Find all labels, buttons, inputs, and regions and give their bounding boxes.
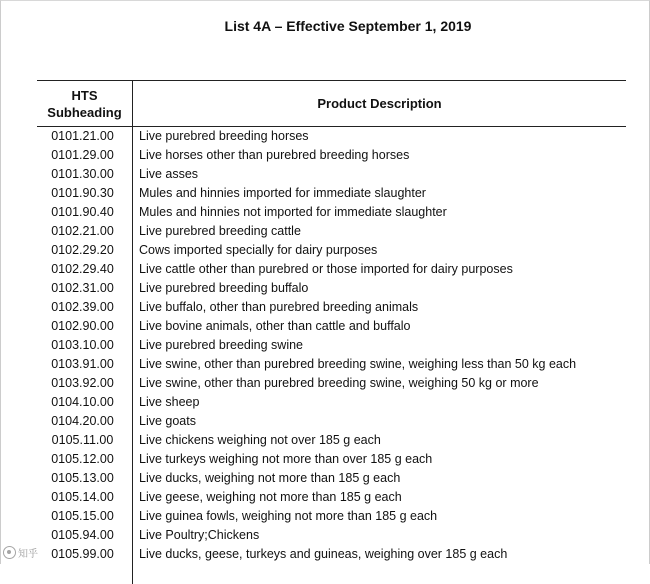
table-row: [37, 374, 626, 393]
product-description-cell: Live buffalo, other than purebred breeding animals: [139, 300, 419, 314]
table-body: [37, 127, 626, 564]
table-row: [37, 260, 626, 279]
hts-code-cell: 0105.14.00: [51, 490, 114, 504]
product-description-cell: Live bovine animals, other than cattle and buffalo: [139, 319, 411, 333]
product-description-cell: Live horses other than purebred breeding horses: [139, 148, 410, 162]
product-description-cell: Cows imported specially for dairy purposes: [139, 243, 378, 257]
table-row: [37, 431, 626, 450]
table-row: [37, 165, 626, 184]
table-row: [37, 526, 626, 545]
table-row: [37, 127, 626, 146]
hts-code-cell: 0102.90.00: [51, 319, 114, 333]
product-description-cell: Live asses: [139, 167, 199, 181]
table-row: [37, 241, 626, 260]
table-row: [37, 222, 626, 241]
watermark-logo-icon: [3, 546, 16, 559]
table-row: [37, 488, 626, 507]
table-row: [37, 146, 626, 165]
hts-code-cell: 0101.21.00: [51, 129, 114, 143]
product-description-cell: Live chickens weighing not over 185 g each: [139, 433, 381, 447]
product-description-cell: Live purebred breeding horses: [139, 129, 309, 143]
table-row: [37, 279, 626, 298]
hts-code-cell: 0105.12.00: [51, 452, 114, 466]
hts-code-cell: 0102.29.40: [51, 262, 114, 276]
product-description-cell: Live geese, weighing not more than 185 g each: [139, 490, 402, 504]
column-header-hts-line2: Subheading: [47, 104, 122, 120]
table-row: [37, 545, 626, 564]
table-header: [37, 80, 626, 127]
table-row: [37, 450, 626, 469]
table-row: [37, 355, 626, 374]
column-header-hts-subheading: [37, 81, 133, 126]
table-row: [37, 203, 626, 222]
product-description-cell: Live ducks, geese, turkeys and guineas, weighing over 185 g each: [139, 547, 508, 561]
watermark-text: 知乎: [18, 549, 38, 560]
product-description-cell: Live swine, other than purebred breeding swine, weighing less than 50 kg each: [139, 357, 577, 371]
product-description-cell: Mules and hinnies imported for immediate slaughter: [139, 186, 426, 200]
hts-code-cell: 0103.92.00: [51, 376, 114, 390]
table-row: [37, 317, 626, 336]
table-row: [37, 469, 626, 488]
hts-code-cell: 0105.99.00: [51, 547, 114, 561]
table-row: [37, 507, 626, 526]
hts-code-cell: 0101.90.40: [51, 205, 114, 219]
hts-table: [37, 80, 626, 564]
product-description-cell: Live ducks, weighing not more than 185 g each: [139, 471, 401, 485]
column-header-hts-line1: HTS: [71, 87, 98, 103]
hts-code-cell: 0105.15.00: [51, 509, 114, 523]
hts-code-cell: 0102.21.00: [51, 224, 114, 238]
product-description-cell: Mules and hinnies not imported for immediate slaughter: [139, 205, 447, 219]
hts-code-cell: 0102.29.20: [51, 243, 114, 257]
hts-code-cell: 0103.91.00: [51, 357, 114, 371]
product-description-cell: Live swine, other than purebred breeding swine, weighing 50 kg or more: [139, 376, 539, 390]
column-header-product-description: Product Description: [317, 96, 442, 111]
table-row: [37, 393, 626, 412]
hts-code-cell: 0105.11.00: [51, 433, 114, 447]
hts-code-cell: 0105.94.00: [51, 528, 114, 542]
hts-code-cell: 0101.30.00: [51, 167, 114, 181]
product-description-cell: Live purebred breeding swine: [139, 338, 303, 352]
product-description-cell: Live purebred breeding cattle: [139, 224, 301, 238]
hts-code-cell: 0102.31.00: [51, 281, 114, 295]
product-description-cell: Live turkeys weighing not more than over 185 g each: [139, 452, 433, 466]
product-description-cell: Live sheep: [139, 395, 200, 409]
hts-code-cell: 0104.10.00: [51, 395, 114, 409]
page-title: List 4A – Effective September 1, 2019: [224, 18, 472, 34]
product-description-cell: Live purebred breeding buffalo: [139, 281, 309, 295]
product-description-cell: Live cattle other than purebred or those imported for dairy purposes: [139, 262, 513, 276]
hts-code-cell: 0101.29.00: [51, 148, 114, 162]
product-description-cell: Live Poultry;Chickens: [139, 528, 260, 542]
table-row: [37, 298, 626, 317]
hts-code-cell: 0104.20.00: [51, 414, 114, 428]
table-row: [37, 412, 626, 431]
table-row: [37, 184, 626, 203]
product-description-cell: Live guinea fowls, weighing not more than 185 g each: [139, 509, 438, 523]
hts-code-cell: 0102.39.00: [51, 300, 114, 314]
hts-code-cell: 0103.10.00: [51, 338, 114, 352]
watermark: [3, 545, 38, 560]
product-description-cell: Live goats: [139, 414, 196, 428]
hts-code-cell: 0105.13.00: [51, 471, 114, 485]
hts-code-cell: 0101.90.30: [51, 186, 114, 200]
table-row: [37, 336, 626, 355]
